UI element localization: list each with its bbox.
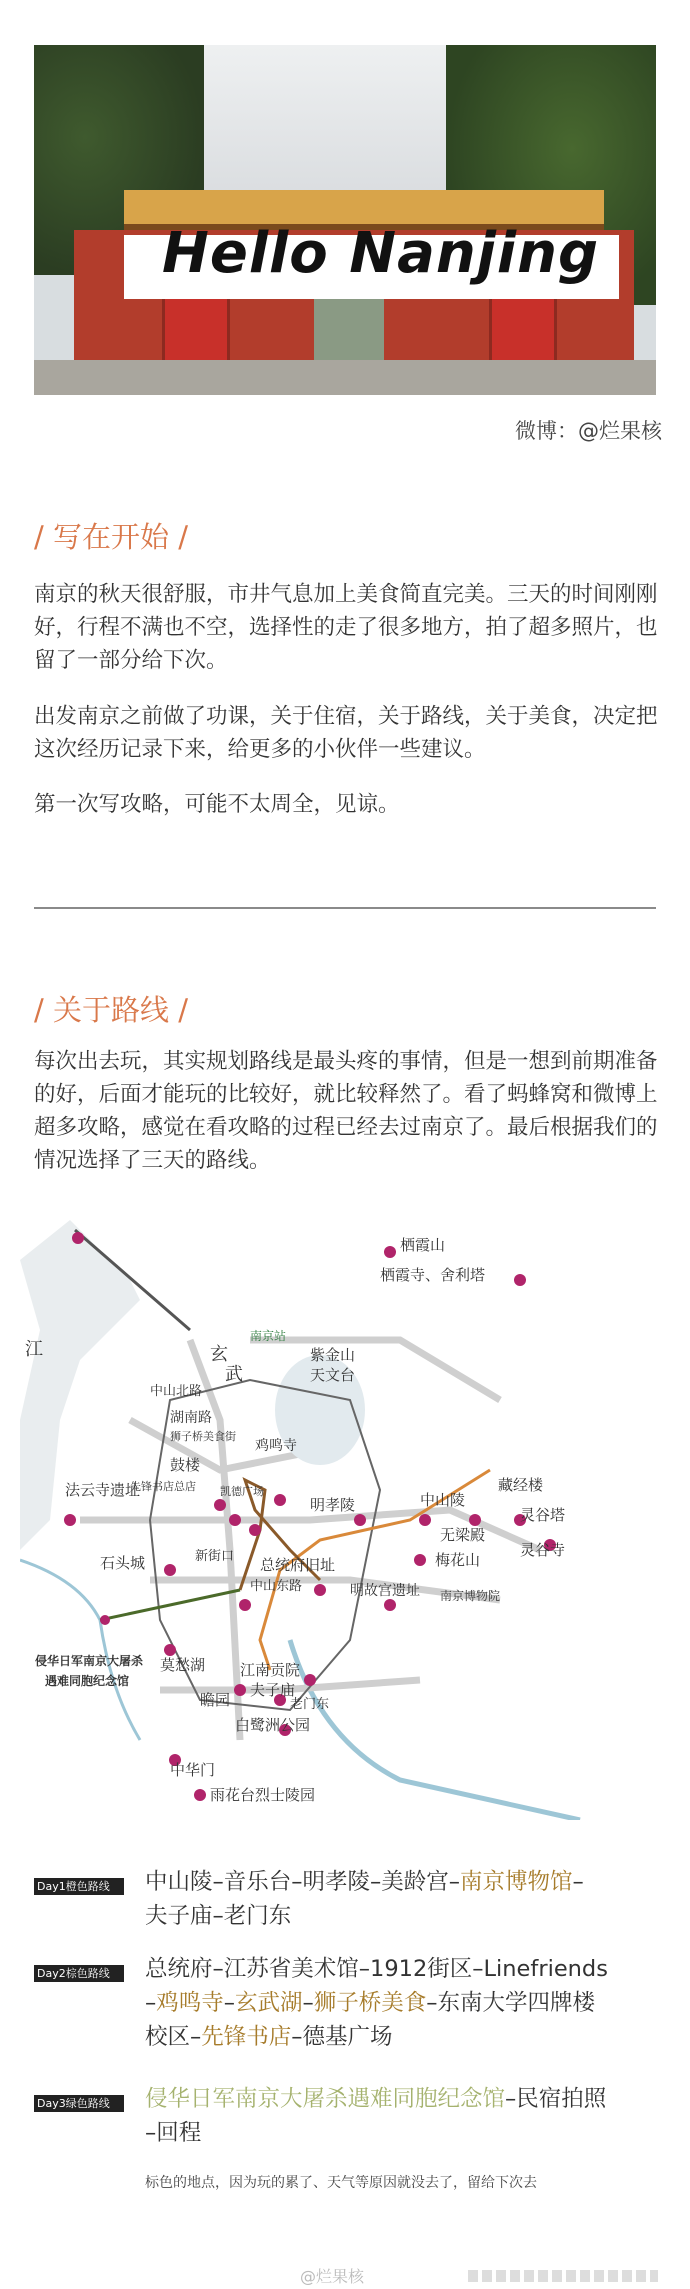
label-memorial-line2: 遇难同胞纪念馆 [45, 1674, 130, 1688]
label-jimingsi: 鸡鸣寺 [255, 1438, 297, 1454]
label-shitoucheng: 石头城 [100, 1554, 146, 1572]
label-xinjiekou: 新街口 [195, 1549, 235, 1564]
day2-hl-xuanwuhu: 玄武湖 [235, 1990, 303, 2016]
label-zhongshan-north-road: 中山北路 [150, 1384, 203, 1399]
label-qixiasi: 栖霞寺、舍利塔 [380, 1266, 486, 1284]
day1-route-text [145, 1865, 584, 1933]
label-fuzimiao: 夫子庙 [250, 1681, 296, 1699]
label-qixiashan: 栖霞山 [400, 1236, 446, 1254]
section-divider [34, 907, 656, 909]
day3-hl-memorial: 侵华日军南京大屠杀遇难同胞纪念馆 [145, 2086, 506, 2112]
day2-line1: 总统府–江苏省美术馆–1912街区–Linefriends [145, 1956, 608, 1982]
day2-hl-shiziqiao: 狮子桥美食 [313, 1990, 427, 2016]
routes-heading: / 关于路线 / [34, 993, 188, 1027]
day2-l3-a: 校区– [145, 2024, 202, 2050]
label-zongtongfu: 总统府旧址 [260, 1556, 336, 1574]
label-memorial-line1: 侵华日军南京大屠杀 [35, 1654, 144, 1668]
label-nanjing-station: 南京站 [250, 1329, 287, 1343]
label-zhongshan-east-road: 中山东路 [250, 1579, 303, 1594]
label-minggugong: 明故宫遗址 [350, 1583, 420, 1599]
label-nanjing-museum: 南京博物院 [440, 1589, 501, 1603]
day3-tag: Day3绿色路线 [34, 2095, 124, 2112]
day3-route-text [145, 2082, 606, 2150]
label-linggusi: 灵谷寺 [520, 1541, 566, 1559]
label-zijinshan: 紫金山 [310, 1346, 356, 1364]
label-mingxiaoling: 明孝陵 [310, 1496, 356, 1514]
day2-l2-b: – [223, 1990, 236, 2016]
label-laomendong: 老门东 [290, 1697, 330, 1712]
weibo-credit: 微博：@烂果核 [515, 419, 662, 443]
day3-route [100, 1590, 240, 1620]
label-meihuashan: 梅花山 [435, 1551, 481, 1569]
label-kaide: 凯德广场 [220, 1485, 264, 1498]
label-gulou: 鼓楼 [170, 1456, 201, 1474]
label-wuliangdian: 无梁殿 [440, 1526, 486, 1544]
label-mochou-lake: 莫愁湖 [160, 1656, 206, 1674]
intro-heading: / 写在开始 / [34, 520, 188, 554]
ground [34, 360, 656, 395]
label-jiang: 江 [25, 1339, 43, 1360]
qinhuai-river [20, 1560, 140, 1740]
footnote: 标色的地点，因为玩的累了、天气等原因就没去了，留给下次去 [145, 2175, 537, 2191]
day3-line2: –回程 [145, 2120, 202, 2146]
label-zhanyuan: 瞻园 [200, 1691, 231, 1709]
label-wu: 武 [225, 1364, 243, 1385]
label-zhongshanling: 中山陵 [420, 1491, 466, 1509]
day2-hl-jimingsi: 鸡鸣寺 [156, 1990, 224, 2016]
day2-l2-a: – [145, 1990, 157, 2016]
day2-l2-d: –东南大学四牌楼 [426, 1990, 596, 2016]
label-zangjinglou: 藏经楼 [498, 1476, 544, 1494]
label-zhonghuamen: 中华门 [170, 1761, 216, 1779]
intro-paragraph-2: 出发南京之前做了功课，关于住宿，关于路线，关于美食，决定把这次经历记录下来，给更多的小伙伴一些建议。 [34, 704, 658, 762]
hero-photo [34, 45, 656, 395]
outer-river [290, 1640, 580, 1820]
day1-text-b: – [572, 1869, 584, 1895]
label-tianwentai: 天文台 [310, 1366, 356, 1384]
label-bailuzhou: 白鹭洲公园 [235, 1716, 311, 1734]
day1-line2: 夫子庙–老门东 [145, 1903, 292, 1929]
label-hunan-road: 湖南路 [170, 1410, 212, 1426]
label-shiziqiao: 狮子桥美食街 [170, 1430, 236, 1443]
day2-l3-b: –德基广场 [291, 2024, 393, 2050]
label-yuhuatai: 雨花台烈士陵园 [210, 1786, 316, 1804]
day3-l1-b: –民宿拍照 [505, 2086, 607, 2112]
intro-paragraph-3: 第一次写攻略，可能不太周全，见谅。 [34, 792, 400, 817]
day2-tag: Day2棕色路线 [34, 1965, 124, 1982]
day1-tag: Day1橙色路线 [34, 1878, 124, 1895]
routes-paragraph: 每次出去玩，其实规划路线是最头疼的事情，但是一想到前期准备的好，后面才能玩的比较好，就比较释然了。看了蚂蜂窝和微博上超多攻略，感觉在看攻略的过程已经去过南京了。最后根据我们的情况选择了三天的路线。 [34, 1049, 658, 1173]
intro-paragraph-1: 南京的秋天很舒服，市井气息加上美食简直完美。三天的时间刚刚好，行程不满也不空，选择性的走了很多地方，拍了超多照片，也留了一部分给下次。 [34, 582, 658, 673]
label-jiangnan-gongyuan: 江南贡院 [240, 1661, 301, 1679]
day2-route-text [145, 1952, 608, 2054]
day1-text-a: 中山陵–音乐台–明孝陵–美龄宫– [145, 1869, 461, 1895]
label-xuan: 玄 [210, 1344, 228, 1365]
label-fayunsi: 法云寺遗址 [65, 1481, 141, 1499]
day2-l2-c: – [302, 1990, 314, 2016]
watermark: @烂果核 [300, 2267, 365, 2286]
day1-highlight: 南京博物馆 [460, 1869, 573, 1895]
route-map [20, 1220, 668, 1820]
hero-title: Hello Nanjing [162, 221, 600, 286]
day2-hl-xianfeng: 先锋书店 [201, 2024, 292, 2050]
watermark-dots [468, 2270, 658, 2282]
label-xianfeng: 先锋书店总店 [130, 1480, 196, 1493]
label-linggu-pagoda: 灵谷塔 [520, 1506, 566, 1524]
